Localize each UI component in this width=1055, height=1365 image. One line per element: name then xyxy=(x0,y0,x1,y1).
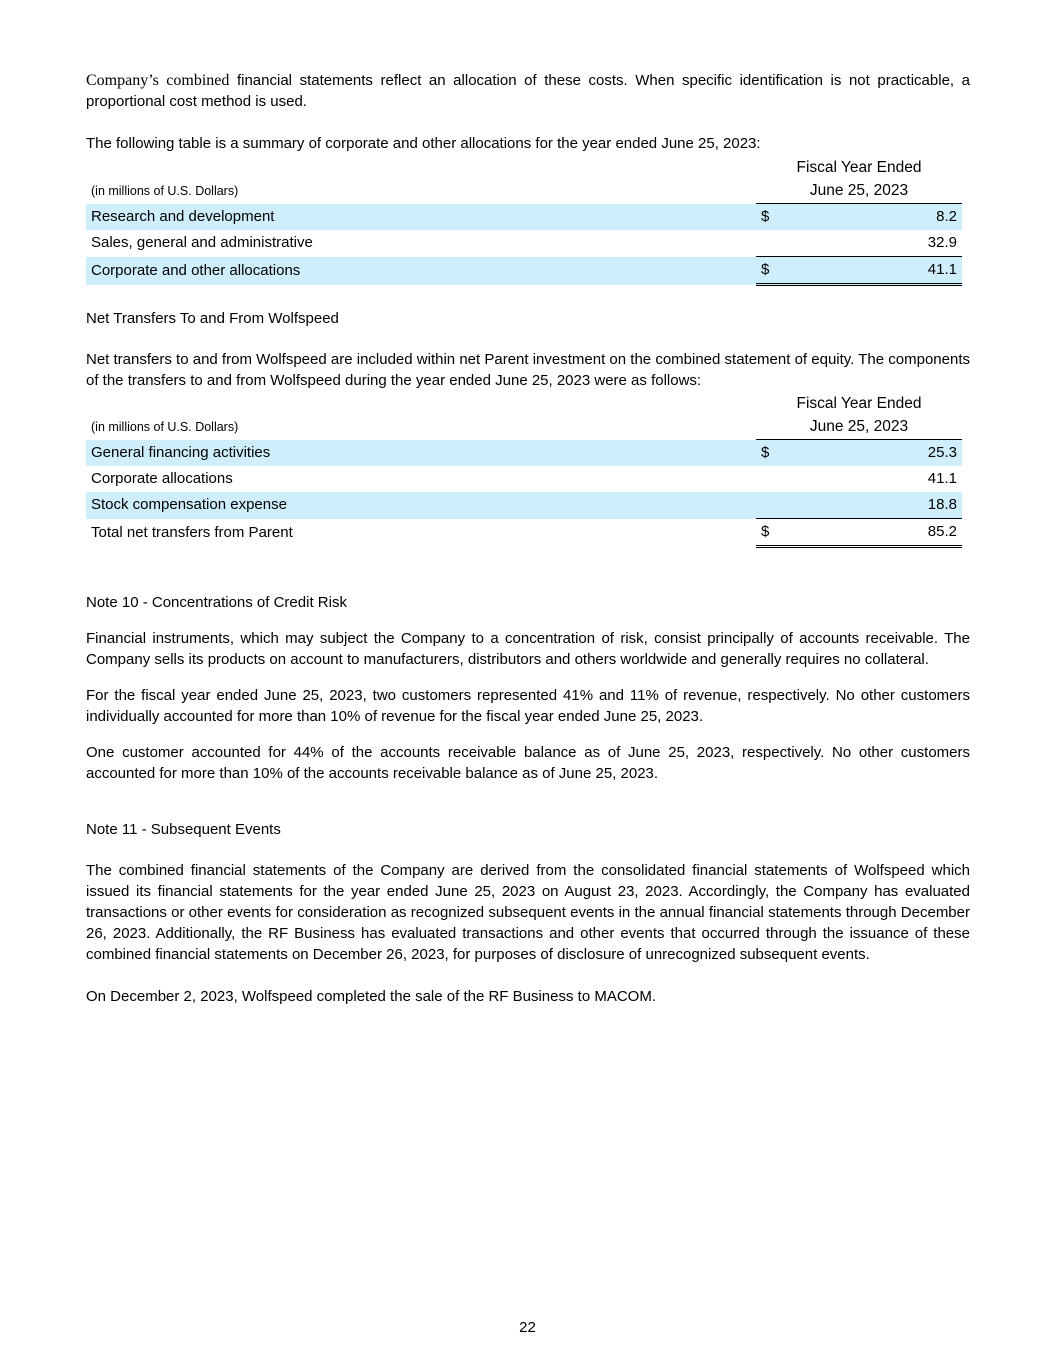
row-label: Corporate allocations xyxy=(91,470,233,487)
page-number: 22 xyxy=(519,1319,536,1336)
note11-paragraph-2: On December 2, 2023, Wolfspeed completed the sale of the RF Business to MACOM. xyxy=(86,988,656,1005)
note10-heading: Note 10 - Concentrations of Credit Risk xyxy=(86,594,347,611)
row-label: Sales, general and administrative xyxy=(91,234,313,252)
row-value: 18.8 xyxy=(791,492,962,519)
net-transfers-paragraph: Net transfers to and from Wolfspeed are included within net Parent investment on the combined statement of equity. The components of the transfers to and from Wolfspeed during the year ended June 25, 2023 were as follows: xyxy=(86,351,970,389)
table-row xyxy=(86,492,962,519)
net-transfers-table xyxy=(86,393,962,548)
document-page xyxy=(86,70,970,1007)
row-value: 85.2 xyxy=(791,519,962,547)
table-row xyxy=(86,230,962,257)
intro-paragraph xyxy=(86,70,970,112)
currency-symbol: $ xyxy=(756,204,791,231)
table-header-row xyxy=(86,157,962,179)
intro-text: financial statements reflect an allocation of these costs. When specific identification is not practicable, a proportional cost method is used. xyxy=(86,72,970,110)
row-label: Corporate and other allocations xyxy=(86,257,756,285)
table-row xyxy=(86,466,962,492)
row-value: 25.3 xyxy=(791,440,962,467)
currency-symbol xyxy=(756,492,791,519)
row-label: Total net transfers from Parent xyxy=(91,523,293,541)
currency-symbol: $ xyxy=(756,440,791,467)
units-label: (in millions of U.S. Dollars) xyxy=(91,420,239,435)
table-row xyxy=(86,440,962,467)
note10-paragraph-1: Financial instruments, which may subject the Company to a concentration of risk, consist principally of accounts receivable. The Company sells its products on account to manufacturers, distributors and others worldwide and generally requires no collateral. xyxy=(86,630,970,668)
table-header-row xyxy=(86,179,962,204)
column-header-line2: June 25, 2023 xyxy=(756,415,962,440)
column-header-line1: Fiscal Year Ended xyxy=(796,159,922,176)
row-label: Stock compensation expense xyxy=(86,492,756,519)
currency-symbol xyxy=(756,466,791,492)
net-transfers-heading: Net Transfers To and From Wolfspeed xyxy=(86,310,339,327)
units-label: (in millions of U.S. Dollars) xyxy=(91,184,239,199)
column-header-line1: Fiscal Year Ended xyxy=(796,395,922,412)
table-total-row xyxy=(86,257,962,285)
row-value: 8.2 xyxy=(791,204,962,231)
table-header-row xyxy=(86,415,962,440)
row-value: 41.1 xyxy=(927,470,957,487)
intro-lead: Company’s combined xyxy=(86,72,230,89)
currency-symbol: $ xyxy=(756,257,791,285)
row-value: 32.9 xyxy=(927,234,957,251)
table-total-row xyxy=(86,519,962,547)
table-row xyxy=(86,204,962,231)
currency-symbol xyxy=(756,230,791,257)
table1-intro: The following table is a summary of corporate and other allocations for the year ended June 25, 2023: xyxy=(86,135,761,152)
note11-paragraph-1: The combined financial statements of the Company are derived from the consolidated financial statements of Wolfspeed which issued its financial statements for the year ended June 25, 2023 on August 23, 2023. Accordingly, the Company has evaluated transactions or other events for consideration as recognized subsequent events in the annual financial statements through December 26, 2023. Additionally, the RF Business has evaluated transactions and other events that occurred through the issuance of these combined financial statements on December 26, 2023, for purposes of disclosure of unrecognized subsequent events. xyxy=(86,862,970,963)
note10-paragraph-2: For the fiscal year ended June 25, 2023, two customers represented 41% and 11% of revenue, respectively. No other customers individually accounted for more than 10% of revenue for the fiscal year ended June 25, 2023. xyxy=(86,687,970,725)
row-value: 41.1 xyxy=(791,257,962,285)
row-label: General financing activities xyxy=(86,440,756,467)
table-header-row xyxy=(86,393,962,415)
column-header-line2: June 25, 2023 xyxy=(756,179,962,204)
allocations-table xyxy=(86,157,962,286)
row-label: Research and development xyxy=(86,204,756,231)
note10-paragraph-3: One customer accounted for 44% of the accounts receivable balance as of June 25, 2023, respectively. No other customers accounted for more than 10% of the accounts receivable balance as of June 25, 2023. xyxy=(86,744,970,782)
note11-heading: Note 11 - Subsequent Events xyxy=(86,821,281,838)
currency-symbol: $ xyxy=(756,519,791,547)
